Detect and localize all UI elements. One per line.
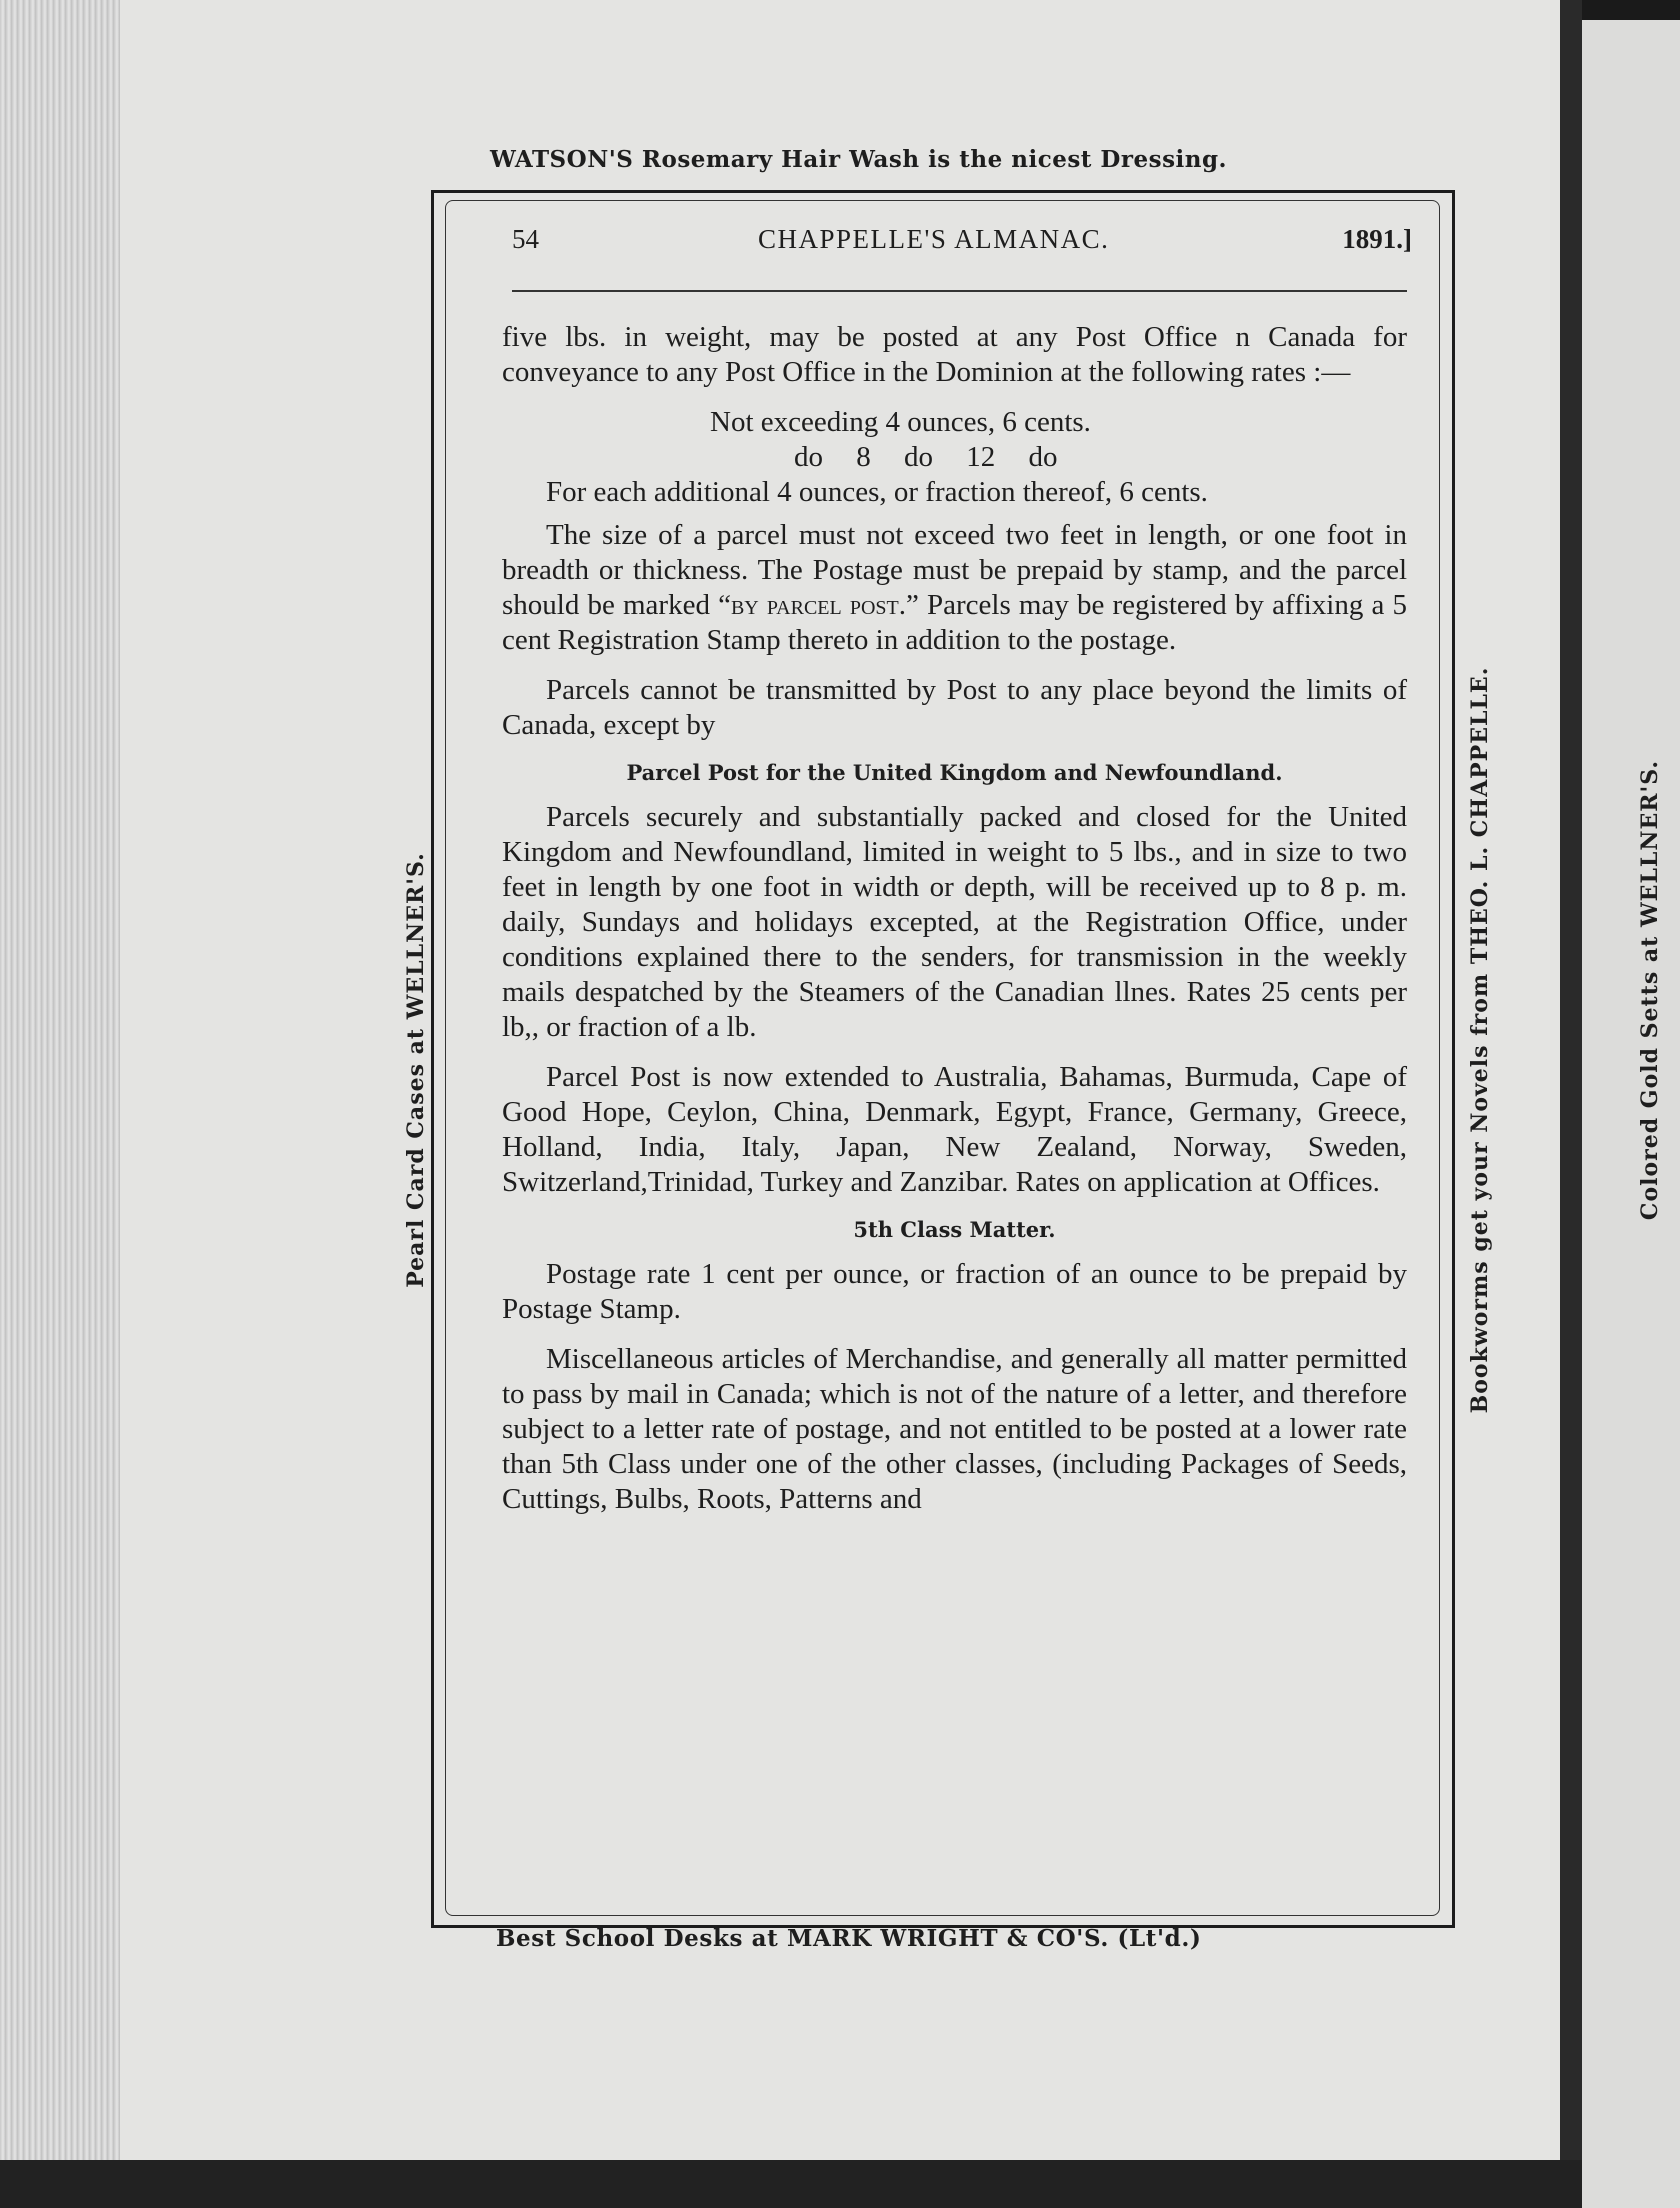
facing-page — [1582, 20, 1680, 2208]
paragraph-text: ” Parcels may be registered by affixing a 5 cent Registration Stamp thereto in addition to the postage. — [502, 589, 1407, 656]
almanac-title: CHAPPELLE'S ALMANAC. — [758, 224, 1110, 254]
header-rule — [512, 290, 1407, 292]
advert-top: WATSON'S Rosemary Hair Wash is the nicest Dressing. — [490, 146, 1228, 173]
section-heading: Parcel Post for the United Kingdom and Newfoundland. — [626, 760, 1283, 785]
paragraph-text: The size of a parcel must not exceed two feet in length, or one foot in breadth or thickness. The Postage must be prepaid by stamp, and the parcel should be marked “ — [502, 519, 1407, 621]
advert-bottom: Best School Desks at MARK WRIGHT & CO'S. (Lt'd.) — [496, 1925, 1202, 1952]
advert-left-margin: Pearl Card Cases at WELLNER'S. — [403, 852, 429, 1288]
almanac-year: 1891.] — [1342, 224, 1412, 254]
running-header — [512, 224, 1412, 264]
rate-table — [502, 405, 1407, 510]
rate-line: Not exceeding 4 ounces, 6 cents. — [710, 406, 1091, 438]
paragraph: Parcels cannot be transmitted by Post to any place beyond the limits of Canada, except by — [502, 674, 1407, 741]
advert-facing-page: Colored Gold Setts at WELLNER'S. — [1637, 759, 1663, 1221]
scan-shadow — [0, 2160, 1582, 2208]
rate-line: For each additional 4 ounces, or fraction thereof, 6 cents. — [546, 476, 1208, 508]
paragraph: Parcel Post is now extended to Australia, Bahamas, Burmuda, Cape of Good Hope, Ceylon, China, Denmark, Egypt, France, Germany, Greece, Holland, India, Italy, Japan, New Zealand, Norway, Sweden, Switzerland,Trinidad, Turkey and Zanzibar. Rates on application at Offices. — [502, 1061, 1407, 1198]
page-body — [502, 320, 1407, 1532]
advert-right-margin: Bookworms get your Novels from THEO. L. CHAPPELLE. — [1467, 666, 1493, 1414]
paragraph: Postage rate 1 cent per ounce, or fraction of an ounce to be prepaid by Postage Stamp. — [502, 1258, 1407, 1325]
paragraph — [502, 518, 1407, 658]
paragraph: Parcels securely and substantially packed and closed for the United Kingdom and Newfoundland, limited in weight to 5 lbs., and in size to two feet in length by one foot in width or depth, will be received up to 8 p. m. daily, Sundays and holidays excepted, at the Registration Office, under conditions explained there to the senders, for transmission in the weekly mails despatched by the Steamers of the Canadian llnes. Rates 25 cents per lb,, or fraction of a lb. — [502, 801, 1407, 1043]
book-gutter — [1560, 0, 1582, 2208]
paragraph: Miscellaneous articles of Merchandise, and generally all matter permitted to pass by mail in Canada; which is not of the nature of a letter, and therefore subject to a letter rate of postage, and not entitled to be posted at a lower rate than 5th Class under one of the other classes, (including Packages of Seeds, Cuttings, Bulbs, Roots, Patterns and — [502, 1343, 1407, 1515]
page-number: 54 — [512, 224, 539, 254]
section-heading: 5th Class Matter. — [853, 1217, 1056, 1242]
paragraph: five lbs. in weight, may be posted at any Post Office n Canada for conveyance to any Post Office in the Dominion at the following rates :— — [502, 321, 1407, 388]
parcel-post-mark: by parcel post. — [730, 589, 907, 621]
rate-line: do 8 do 12 do — [794, 441, 1058, 473]
